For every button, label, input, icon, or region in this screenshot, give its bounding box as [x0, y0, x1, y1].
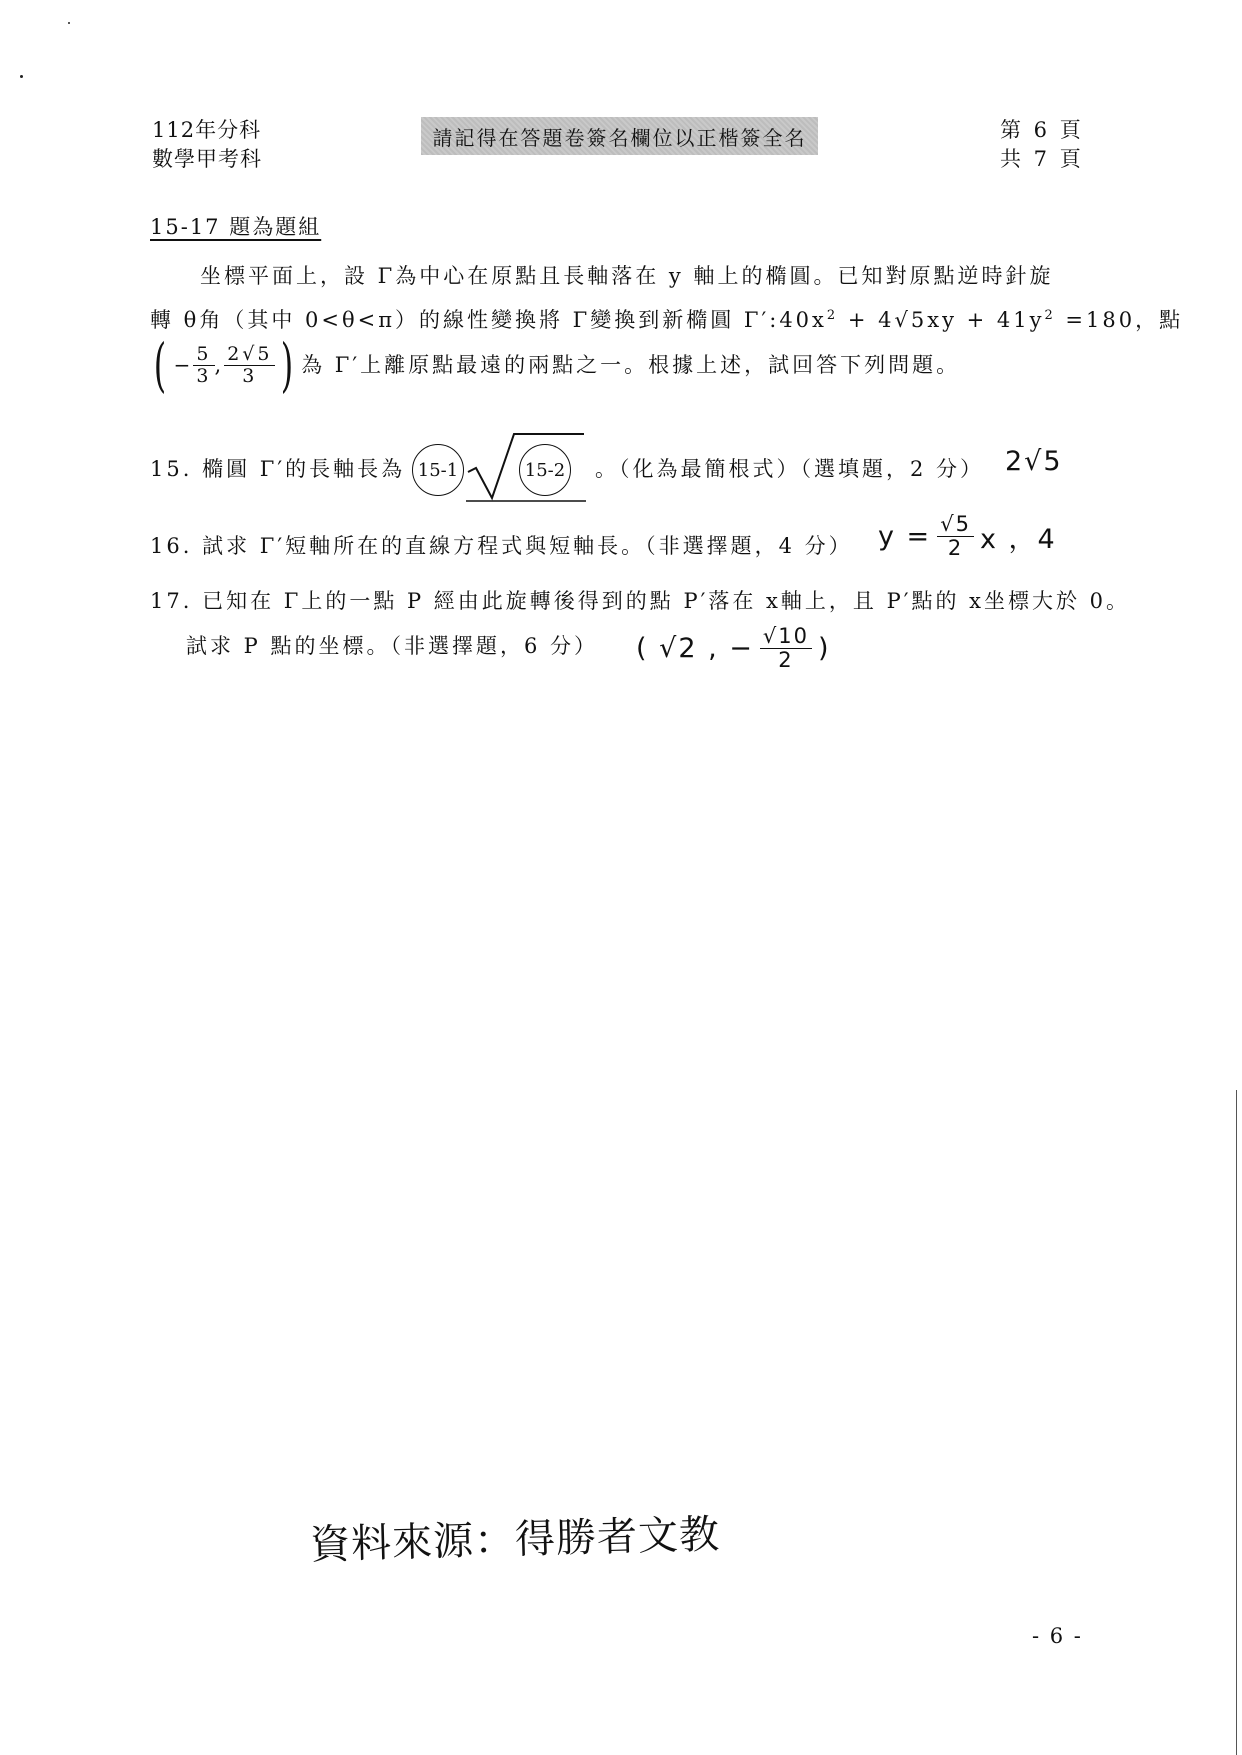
q17-line-1: 17. 已知在 Γ上的一點 P 經由此旋轉後得到的點 P′落在 x軸上，且 P′點的 x坐標大於 0。: [150, 589, 1131, 613]
page-total-label: 共 7 頁: [1000, 147, 1084, 171]
exam-subject-label: 數學甲考科: [152, 147, 262, 171]
answer-box-15-2: 15-2: [519, 444, 571, 496]
exam-year-label: 112年分科: [152, 118, 262, 142]
answer-box-15-1: 15-1: [412, 444, 464, 496]
q16-handwritten-answer: y = $\frac{√5}{2}$ x ，4: [878, 512, 1057, 560]
page-number: - 6 -: [1032, 1624, 1083, 1648]
page-index-label: 第 6 頁: [1000, 118, 1084, 142]
intro-line-1: 坐標平面上，設 Γ為中心在原點且長軸落在 y 軸上的橢圓。已知對原點逆時針旋: [200, 264, 1054, 288]
scan-speck: [20, 75, 23, 78]
q15-handwritten-answer: 2√5: [1005, 446, 1063, 477]
point-y-fraction: $\frac{2√5}{3}$: [224, 345, 275, 386]
scan-edge-line: [1236, 1090, 1237, 1755]
q17-handwritten-answer: ( √2 , − $\frac{√10}{2}$ ): [636, 624, 831, 672]
q16-slope-fraction: $\frac{√5}{2}$: [937, 514, 974, 559]
q15-suffix: 。（化為最簡根式）（選填題，2 分）: [595, 457, 985, 481]
intro-line-2: 轉 θ角（其中 0<θ<π）的線性變換將 Γ變換到新橢圓 $\Gamma':40x^2 + 4√5xy + 41y^2 =180$，點: [150, 308, 1184, 332]
signature-reminder-banner: 請記得在答題卷簽名欄位以正楷簽全名: [421, 117, 818, 155]
left-paren: (: [153, 331, 168, 399]
section-title: 15-17 題為題組: [150, 215, 322, 239]
scan-speck: [68, 22, 70, 24]
q16-text: 16. 試求 Γ′短軸所在的直線方程式與短軸長。（非選擇題，4 分）: [150, 534, 853, 558]
right-paren: ): [281, 331, 296, 399]
q17-y-fraction: $\frac{√10}{2}$: [760, 626, 812, 671]
q15-prefix: 15. 橢圓 Γ′的長軸長為: [150, 457, 406, 481]
source-note: 資料來源：得勝者文教: [309, 1511, 721, 1569]
intro-line-3: ( − $\frac{5}{3}$ , $\frac{2√5}{3}$ ) 為 Γ′上離原點最遠的兩點之一。根據上述，試回答下列問題。: [153, 331, 961, 399]
q17-line-2: 試求 P 點的坐標。（非選擇題，6 分）: [186, 634, 599, 658]
point-x-fraction: $\frac{5}{3}$: [193, 345, 214, 386]
